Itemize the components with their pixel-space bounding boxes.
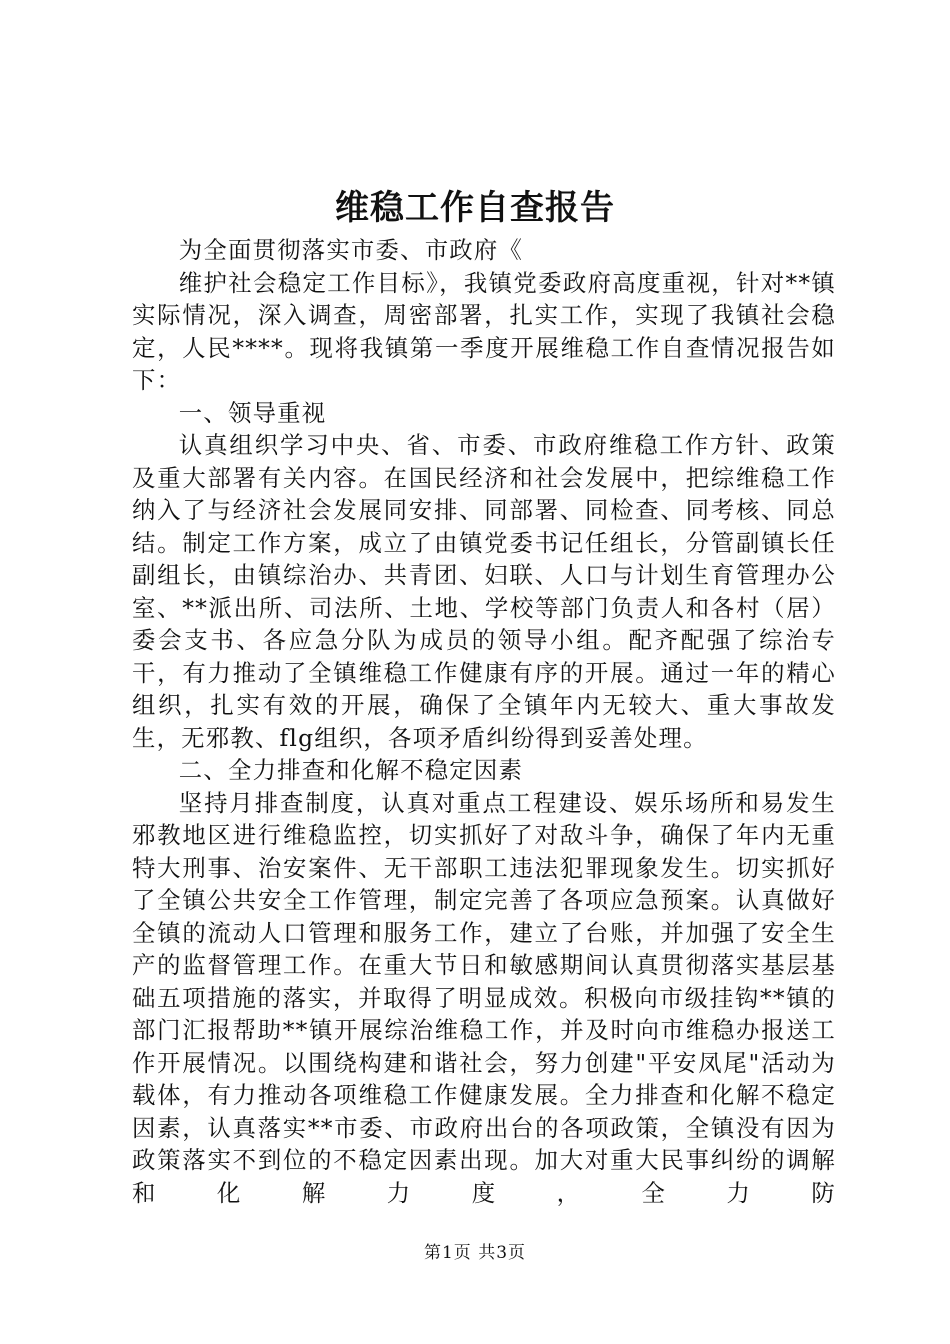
section-heading-1: 一、领导重视 [178, 398, 327, 427]
document-title: 维稳工作自查报告 [335, 188, 615, 228]
document-body [132, 234, 836, 1209]
page-number-footer: 第1页 共3页 [423, 1243, 527, 1263]
section-1-paragraph: 认真组织学习中央、省、市委、市政府维稳工作方针、政策及重大部署有关内容。在国民经济和社会发展中，把综维稳工作纳入了与经济社会发展同安排、同部署、同检查、同考核、同总结。制定工作方案，成立了由镇党委书记任组长，分管副镇长任副组长，由镇综治办、共青团、妇联、人口与计划生育管理办公室、**派出所、司法所、土地、学校等部门负责人和各村（居）委会支书、各应急分队为成员的领导小组。配齐配强了综治专干，有力推动了全镇维稳工作健康有序的开展。通过一年的精心组织，扎实有效的开展，确保了全镇年内无较大、重大事故发生，无邪教、flg组织，各项矛盾纠纷得到妥善处理。 [132, 431, 836, 752]
intro-line: 为全面贯彻落实市委、市政府《 [178, 236, 524, 264]
intro-paragraph: 维护社会稳定工作目标》，我镇党委政府高度重视，针对**镇实际情况，深入调查，周密部署，扎实工作，实现了我镇社会稳定，人民****。现将我镇第一季度开展维稳工作自查情况报告如下： [132, 268, 836, 394]
section-heading-2: 二、全力排查和化解不稳定因素 [178, 756, 524, 784]
section-2-paragraph: 坚持月排查制度，认真对重点工程建设、娱乐场所和易发生邪教地区进行维稳监控，切实抓好了对敌斗争，确保了年内无重特大刑事、治安案件、无干部职工违法犯罪现象发生。切实抓好了全镇公共安全工作管理，制定完善了各项应急预案。认真做好全镇的流动人口管理和服务工作，建立了台账，并加强了安全生产的监督管理工作。在重大节日和敏感期间认真贯彻落实基层基础五项措施的落实，并取得了明显成效。积极向市级挂钩**镇的部门汇报帮助**镇开展综治维稳工作，并及时向市维稳办报送工作开展情况。以围绕构建和谐社会，努力创建"平安凤尾"活动为载体，有力推动各项维稳工作健康发展。全力排查和化解不稳定因素，认真落实**市委、市政府出台的各项政策，全镇没有因为政策落实不到位的不稳定因素出现。加大对重大民事纠纷的调解和化解力度，全力防 [132, 788, 836, 1207]
